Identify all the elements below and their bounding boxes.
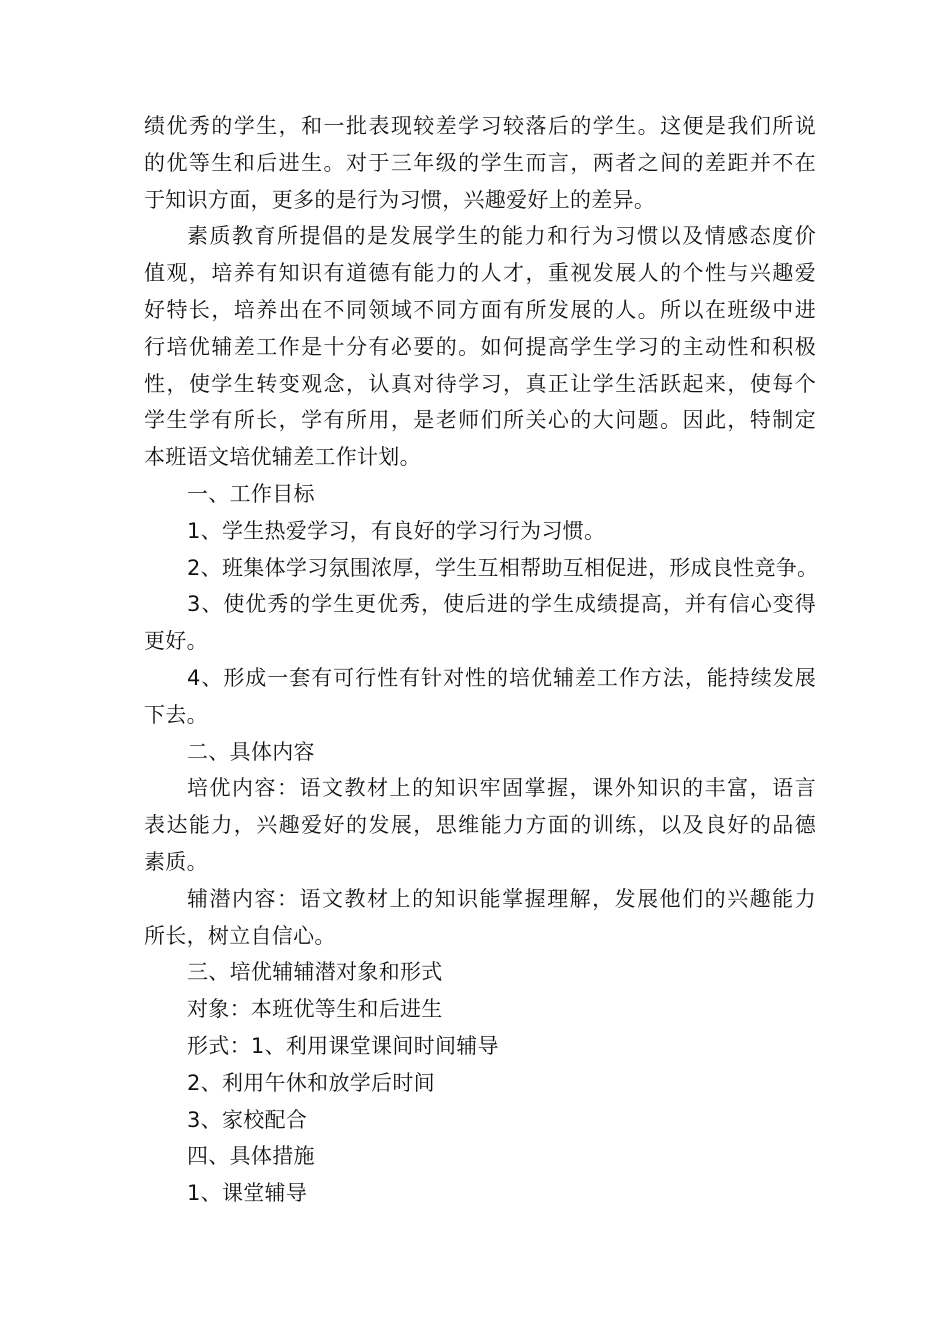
text-line: 行培优辅差工作是十分有必要的。如何提高学生学习的主动性和积极: [144, 334, 816, 359]
text-line: 于知识方面，更多的是行为习惯，兴趣爱好上的差异。: [144, 187, 656, 212]
text-line: 素质。: [144, 849, 208, 874]
text-line: 形式：1、利用课堂课间时间辅导: [187, 1033, 499, 1058]
text-line: 4、形成一套有可行性有针对性的培优辅差工作方法，能持续发展: [187, 665, 816, 690]
text-line: 值观，培养有知识有道德有能力的人才，重视发展人的个性与兴趣爱: [144, 261, 816, 286]
text-line: 1、课堂辅导: [187, 1181, 308, 1206]
text-line: 培优内容：语文教材上的知识牢固掌握，课外知识的丰富，语言: [187, 776, 816, 801]
text-line: 2、利用午休和放学后时间: [187, 1070, 435, 1095]
text-line: 所长，树立自信心。: [144, 923, 336, 948]
text-line: 对象：本班优等生和后进生: [187, 997, 443, 1022]
text-line: 四、具体措施: [187, 1144, 315, 1169]
text-line: 3、使优秀的学生更优秀，使后进的学生成绩提高，并有信心变得: [187, 592, 816, 617]
text-line: 二、具体内容: [187, 739, 315, 764]
text-line: 本班语文培优辅差工作计划。: [144, 445, 421, 470]
text-line: 好特长，培养出在不同领域不同方面有所发展的人。所以在班级中进: [144, 297, 816, 322]
text-line: 性，使学生转变观念，认真对待学习，真正让学生活跃起来，使每个: [144, 371, 816, 396]
text-line: 辅潜内容：语文教材上的知识能掌握理解，发展他们的兴趣能力: [187, 886, 816, 911]
document-body: [144, 108, 819, 1212]
text-line: 表达能力，兴趣爱好的发展，思维能力方面的训练，以及良好的品德: [144, 813, 816, 838]
text-line: 学生学有所长，学有所用，是老师们所关心的大问题。因此，特制定: [144, 408, 816, 433]
text-line: 1、学生热爱学习，有良好的学习行为习惯。: [187, 518, 606, 543]
text-line: 的优等生和后进生。对于三年级的学生而言，两者之间的差距并不在: [144, 150, 816, 175]
text-line: 更好。: [144, 629, 208, 654]
text-line: 2、班集体学习氛围浓厚，学生互相帮助互相促进，形成良性竞争。: [187, 555, 819, 580]
text-line: 下去。: [144, 702, 208, 727]
text-line: 绩优秀的学生，和一批表现较差学习较落后的学生。这便是我们所说: [144, 114, 816, 138]
text-line: 素质教育所提倡的是发展学生的能力和行为习惯以及情感态度价: [187, 224, 816, 249]
text-line: 3、家校配合: [187, 1107, 308, 1132]
text-line: 三、培优辅辅潜对象和形式: [187, 960, 443, 985]
text-line: 一、工作目标: [187, 481, 315, 506]
